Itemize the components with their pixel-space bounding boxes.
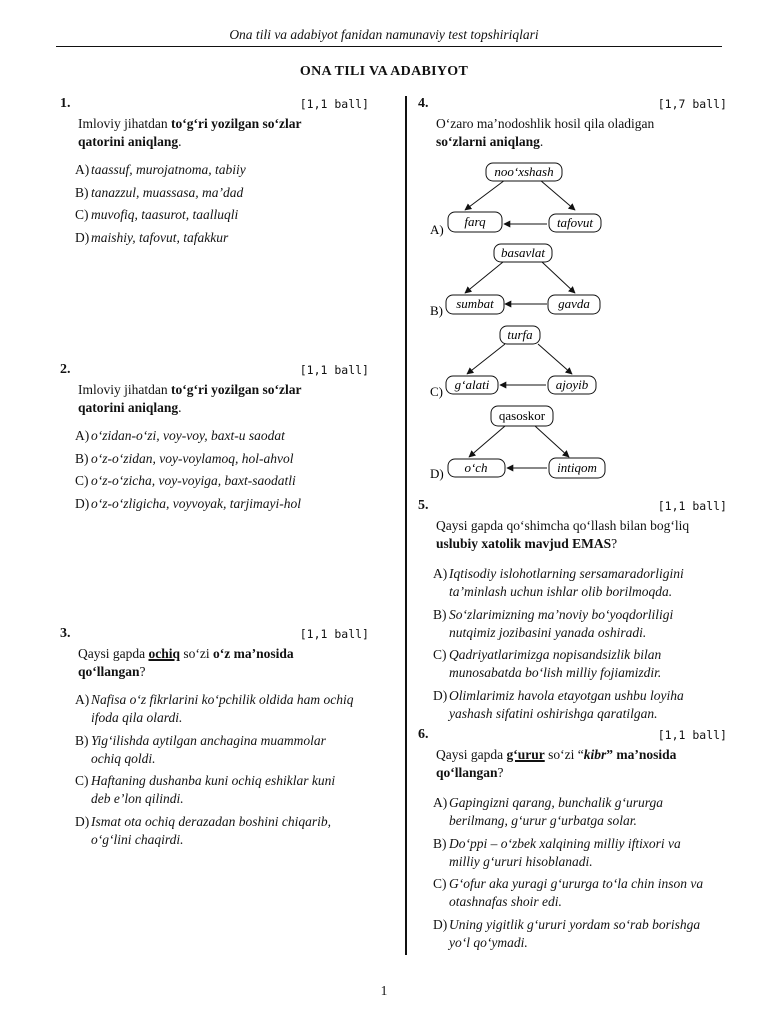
question-1	[56, 95, 369, 251]
running-header: Ona tili va adabiyot fanidan namunaviy test topshiriqlari	[229, 27, 539, 42]
option-text: o‘z-o‘zligicha, voyvoyak, tarjimayi-hol	[91, 495, 301, 511]
question-stem	[78, 115, 356, 151]
stem-text: .	[178, 400, 182, 415]
answer-option-a[interactable]	[433, 794, 714, 830]
answer-option-c[interactable]	[75, 206, 356, 224]
option-text: Yig‘ilishda aytilgan anchagina muammolar ochiq qoldi.	[91, 732, 326, 766]
option-text: maishiy, tafovut, tafakkur	[91, 229, 229, 245]
stem-text: ?	[611, 536, 618, 551]
option-letter: D)	[430, 466, 444, 481]
option-text: Do‘ppi – o‘zbek xalqining milliy iftixori va milliy g‘ururi hisoblanadi.	[449, 835, 681, 869]
option-letter: A)	[433, 795, 448, 810]
diagram-node-top	[500, 326, 540, 344]
question-stem	[436, 115, 714, 151]
diagram-option-c[interactable]	[430, 326, 596, 399]
answer-option-a[interactable]	[433, 565, 714, 601]
answer-option-d[interactable]	[433, 687, 714, 723]
stem-text: .	[178, 134, 182, 149]
diagram-node-right	[549, 458, 605, 478]
question-points: [1,1 ball]	[299, 627, 369, 641]
diagram-node-right	[548, 295, 600, 314]
header-rule	[56, 46, 722, 47]
svg-text:intiqom: intiqom	[557, 460, 597, 475]
diagram-node-left	[446, 376, 498, 394]
option-text: tanazzul, muassasa, ma’dad	[91, 184, 244, 200]
answer-option-d[interactable]	[75, 813, 356, 849]
option-letter: B)	[430, 303, 443, 318]
answer-option-c[interactable]	[75, 772, 356, 808]
question-6	[414, 726, 727, 956]
option-letter: D)	[75, 495, 90, 511]
question-5	[414, 497, 727, 727]
answer-option-d[interactable]	[75, 495, 356, 513]
answer-options	[433, 794, 714, 952]
option-letter: B)	[75, 184, 89, 200]
svg-text:turfa: turfa	[507, 327, 533, 342]
option-text: G‘ofur aka yuragi g‘ururga to‘la chin inson va otashnafas shoir edi.	[449, 876, 704, 909]
stem-meaning: kibr	[583, 747, 607, 762]
answer-options	[75, 691, 356, 849]
option-letter: B)	[75, 450, 89, 466]
question-number: 6.	[418, 727, 429, 742]
question-number: 3.	[60, 626, 71, 641]
option-letter: B)	[433, 835, 447, 851]
stem-emphasis: o‘z ma’nosida	[213, 646, 294, 661]
stem-keyword: g‘urur	[506, 747, 545, 762]
option-text: Nafisa o‘z fikrlarini ko‘pchilik oldida ham ochiq ifoda qila olardi.	[91, 692, 354, 725]
option-letter: C)	[75, 773, 89, 788]
stem-text: Qaysi gapda qo‘shimcha qo‘llash bilan bog‘liq	[436, 518, 690, 533]
svg-text:noo‘xshash: noo‘xshash	[494, 164, 554, 179]
stem-emphasis: ” ma’nosida	[606, 747, 677, 762]
option-text: Haftaning dushanba kuni ochiq eshiklar kuni deb e’lon qilindi.	[91, 773, 336, 806]
option-letter: D)	[75, 813, 90, 829]
stem-text: ?	[497, 765, 504, 780]
stem-text: Qaysi gapda	[78, 646, 149, 661]
stem-emphasis: to‘g‘ri yozilgan so‘zlar	[170, 382, 302, 397]
question-number: 5.	[418, 498, 429, 513]
diagram-option-d[interactable]	[430, 406, 605, 481]
diagram-node-right	[548, 376, 596, 394]
synonym-diagrams	[425, 158, 725, 488]
answer-options	[75, 161, 356, 247]
question-2	[56, 361, 369, 517]
answer-option-c[interactable]	[75, 472, 356, 490]
stem-emphasis: qo‘llangan	[78, 664, 140, 679]
option-text: So‘zlarimizning ma’noviy bo‘yoqdorliligi nutqimiz jozibasini yanada oshiradi.	[449, 606, 674, 640]
option-letter: A)	[433, 566, 448, 581]
question-stem	[78, 645, 356, 681]
answer-option-c[interactable]	[433, 875, 714, 911]
option-letter: A)	[75, 162, 90, 177]
option-text: Qadriyatlarimizga nopisandsizlik bilan munosabatda bo‘lish milliy fojiamizdir.	[449, 647, 662, 680]
question-stem	[436, 746, 714, 782]
diagram-node-left	[448, 459, 505, 477]
option-letter: A)	[75, 692, 90, 707]
option-letter: A)	[430, 222, 444, 237]
diagram-node-left	[446, 295, 504, 314]
stem-text: so‘zi	[180, 646, 213, 661]
diagram-node-top	[486, 163, 562, 181]
answer-option-b[interactable]	[433, 606, 714, 642]
question-points: [1,1 ball]	[299, 363, 369, 377]
option-text: Gapingizni qarang, bunchalik g‘ururga berilmang, g‘urur g‘urbatga solar.	[449, 795, 663, 828]
option-letter: B)	[75, 732, 89, 748]
stem-text: Imloviy jihatdan	[78, 116, 171, 131]
svg-text:g‘alati: g‘alati	[454, 377, 490, 392]
answer-option-b[interactable]	[75, 732, 356, 768]
stem-emphasis: uslubiy xatolik mavjud EMAS	[436, 536, 612, 551]
stem-emphasis: so‘zlarni aniqlang	[436, 134, 540, 149]
svg-text:tafovut: tafovut	[556, 215, 594, 230]
option-text: Uning yigitlik g‘ururi yordam so‘rab borishga yo‘l qo‘ymadi.	[449, 916, 701, 950]
question-4	[414, 95, 727, 151]
option-letter: A)	[75, 428, 90, 443]
svg-text:qasoskor: qasoskor	[498, 408, 546, 423]
stem-emphasis: to‘g‘ri yozilgan so‘zlar	[170, 116, 302, 131]
option-text: o‘z-o‘zidan, voy-voylamoq, hol-ahvol	[91, 450, 294, 466]
option-text: o‘z-o‘zicha, voy-voyiga, baxt-saodatli	[91, 473, 296, 488]
option-letter: B)	[433, 606, 447, 622]
option-text: Iqtisodiy islohotlarning sersamaradorligini ta’minlash uchun ishlar olib borilmoqda.	[449, 566, 684, 599]
question-points: [1,1 ball]	[299, 97, 369, 111]
option-letter: D)	[433, 687, 448, 703]
answer-option-b[interactable]	[75, 184, 356, 202]
svg-text:basavlat: basavlat	[500, 245, 546, 260]
stem-text: Qaysi gapda	[436, 747, 507, 762]
stem-text: O‘zaro ma’nodoshlik hosil qila oladigan	[436, 116, 655, 131]
option-letter: C)	[433, 647, 447, 662]
question-points: [1,1 ball]	[657, 499, 727, 513]
svg-text:ajoyib: ajoyib	[555, 377, 589, 392]
option-text: taassuf, murojatnoma, tabiiy	[91, 162, 246, 177]
option-text: muvofiq, taasurot, taalluqli	[91, 207, 239, 222]
page-title: ONA TILI VA ADABIYOT	[299, 64, 469, 79]
diagram-node-right	[549, 214, 601, 232]
question-number: 2.	[60, 362, 71, 377]
svg-text:sumbat: sumbat	[456, 296, 494, 311]
stem-text: so‘zi “	[544, 747, 584, 762]
stem-emphasis: qatorini aniqlang	[78, 134, 179, 149]
svg-text:gavda: gavda	[558, 296, 590, 311]
stem-keyword: ochiq	[148, 646, 180, 661]
stem-text: ?	[139, 664, 146, 679]
question-number: 4.	[418, 96, 429, 111]
option-text: Ismat ota ochiq derazadan boshini chiqarib, o‘g‘lini chaqirdi.	[91, 813, 331, 847]
answer-option-d[interactable]	[75, 229, 356, 247]
column-divider	[405, 96, 407, 955]
answer-option-b[interactable]	[433, 835, 714, 871]
diagram-node-top	[494, 244, 552, 262]
stem-emphasis: qo‘llangan	[436, 765, 498, 780]
answer-options	[433, 565, 714, 723]
option-letter: C)	[433, 876, 447, 891]
question-number: 1.	[60, 96, 71, 111]
answer-options	[75, 427, 356, 513]
answer-option-a[interactable]	[75, 427, 356, 445]
question-stem	[78, 381, 356, 417]
option-text: o‘zidan-o‘zi, voy-voy, baxt-u saodat	[91, 428, 285, 443]
answer-option-b[interactable]	[75, 450, 356, 468]
question-points: [1,1 ball]	[657, 728, 727, 742]
diagram-node-top	[491, 406, 553, 426]
answer-option-a[interactable]	[75, 691, 356, 727]
stem-emphasis: qatorini aniqlang	[78, 400, 179, 415]
option-text: Olimlarimiz havola etayotgan ushbu loyiha yashash sifatini oshirishga qaratilgan.	[449, 687, 684, 721]
stem-text: .	[539, 134, 544, 149]
option-letter: C)	[75, 473, 89, 488]
question-stem	[436, 517, 714, 553]
answer-option-a[interactable]	[75, 161, 356, 179]
option-letter: C)	[75, 207, 89, 222]
svg-text:o‘ch: o‘ch	[464, 460, 488, 475]
question-3	[56, 625, 369, 853]
option-letter: C)	[430, 384, 443, 399]
page-number: 1	[380, 983, 388, 998]
option-letter: D)	[75, 229, 90, 245]
diagram-option-a[interactable]	[430, 163, 601, 237]
question-points: [1,7 ball]	[657, 97, 727, 111]
svg-text:farq: farq	[464, 214, 486, 229]
diagram-node-left	[448, 212, 502, 232]
answer-option-d[interactable]	[433, 916, 714, 952]
answer-option-c[interactable]	[433, 646, 714, 682]
diagram-option-b[interactable]	[430, 244, 600, 318]
stem-text: Imloviy jihatdan	[78, 382, 171, 397]
option-letter: D)	[433, 916, 448, 932]
